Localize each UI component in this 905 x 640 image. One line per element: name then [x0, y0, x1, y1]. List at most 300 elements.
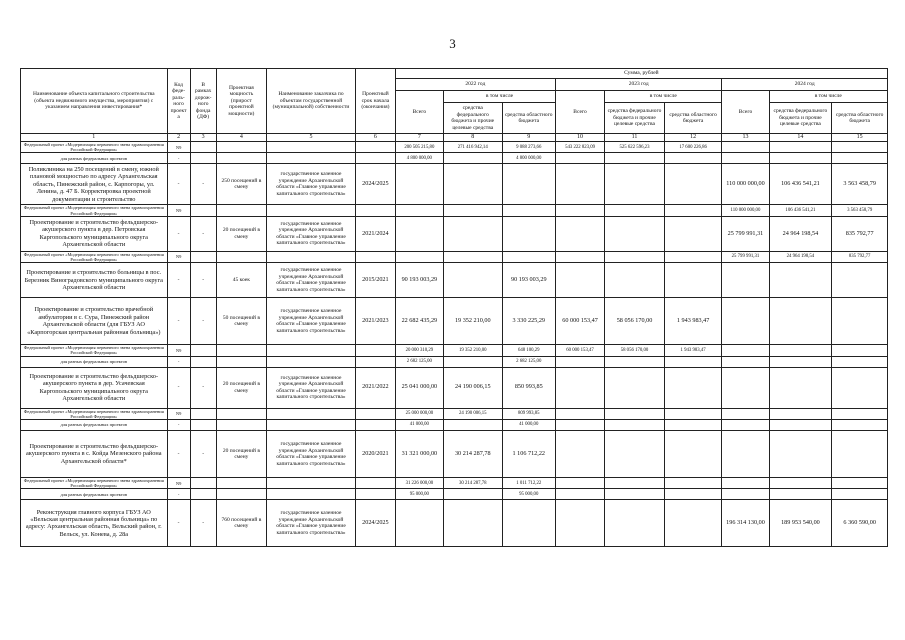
info-cell [356, 478, 396, 489]
amount-cell: 22 682 435,29 [395, 298, 443, 345]
amount-cell [832, 489, 888, 500]
amount-cell [664, 251, 722, 262]
amount-cell [722, 356, 769, 367]
amount-cell [664, 500, 722, 547]
info-cell: - [167, 420, 190, 431]
header-year-2023: 2023 год [555, 79, 721, 91]
info-cell [267, 345, 356, 356]
investment-table [20, 68, 888, 547]
info-cell [356, 356, 396, 367]
header-incl-2022: в том числе [443, 91, 555, 103]
table-row [21, 263, 888, 298]
info-cell [356, 408, 396, 419]
info-cell [190, 420, 216, 431]
amount-cell [605, 216, 665, 251]
header-fed-2022: средства федерального бюджета и прочие целевые средства [443, 103, 502, 134]
amount-cell [769, 142, 832, 153]
amount-cell [769, 408, 832, 419]
amount-cell [443, 263, 502, 298]
info-cell: - [167, 367, 190, 408]
column-numbers-row [21, 134, 888, 142]
amount-cell [605, 153, 665, 164]
info-cell: 2020/2021 [356, 431, 396, 478]
info-cell: - [190, 216, 216, 251]
amount-cell [832, 408, 888, 419]
amount-cell [443, 153, 502, 164]
header-incl-2024: в том числе [769, 91, 887, 103]
amount-cell: 25 000 000,00 [395, 408, 443, 419]
amount-cell [605, 367, 665, 408]
amount-cell [722, 431, 769, 478]
amount-cell: 4 800 000,00 [502, 153, 555, 164]
amount-cell [555, 489, 604, 500]
info-cell [267, 142, 356, 153]
amount-cell: 525 622 596,23 [605, 142, 665, 153]
amount-cell: 835 792,77 [832, 251, 888, 262]
amount-cell [395, 500, 443, 547]
amount-cell [555, 500, 604, 547]
amount-cell [722, 478, 769, 489]
amount-cell: 95 000,00 [395, 489, 443, 500]
info-cell: государственное казенное учреждение Архангельской области «Главное управление капитального строительства» [267, 164, 356, 205]
info-cell: - [190, 367, 216, 408]
info-cell [356, 489, 396, 500]
column-number: 12 [664, 134, 722, 142]
amount-cell [555, 205, 604, 216]
table-subrow [21, 420, 888, 431]
amount-cell: 20 000 310,29 [395, 345, 443, 356]
amount-cell [664, 489, 722, 500]
info-cell: 45 коек [216, 263, 266, 298]
table-subrow [21, 489, 888, 500]
object-name-cell: Федеральный проект «Модернизация первичного звена здравоохранения Российской Федерации» [21, 251, 168, 262]
info-cell: государственное казенное учреждение Архангельской области «Главное управление капитального строительства» [267, 298, 356, 345]
object-name-cell: Проектирование и строительство фельдшерско-акушерского пункта в с. Койда Мезенского района Архангельской области* [21, 431, 168, 478]
table-row [21, 431, 888, 478]
info-cell: - [190, 431, 216, 478]
header-fed-2024: средства федерального бюджета и прочие целевые средства [769, 103, 832, 134]
amount-cell [832, 478, 888, 489]
header-obl-2022: средства областного бюджета [502, 103, 555, 134]
amount-cell [395, 205, 443, 216]
amount-cell [832, 420, 888, 431]
amount-cell: 31 226 000,00 [395, 478, 443, 489]
amount-cell: 2 682 125,00 [395, 356, 443, 367]
amount-cell [664, 356, 722, 367]
amount-cell: 25 041 000,00 [395, 367, 443, 408]
info-cell [267, 356, 356, 367]
column-number: 5 [267, 134, 356, 142]
header-total-2024: Всего [722, 91, 769, 134]
header-total-2022: Всего [395, 91, 443, 134]
info-cell [356, 142, 396, 153]
info-cell: N9 [167, 408, 190, 419]
amount-cell [664, 164, 722, 205]
column-number: 14 [769, 134, 832, 142]
amount-cell [769, 489, 832, 500]
table-subrow [21, 251, 888, 262]
header-year-2022: 2022 год [395, 79, 555, 91]
amount-cell: 60 000 153,47 [555, 345, 604, 356]
object-name-cell: для разных федеральных проектов [21, 356, 168, 367]
column-number: 2 [167, 134, 190, 142]
info-cell: N9 [167, 205, 190, 216]
info-cell [267, 251, 356, 262]
page-number: 3 [449, 36, 456, 51]
amount-cell: 58 056 170,00 [605, 298, 665, 345]
object-name-cell: Федеральный проект «Модернизация первичного звена здравоохранения Российской Федерации» [21, 478, 168, 489]
info-cell [216, 478, 266, 489]
header-capacity: Проектная мощность (прирост проектной мощности) [216, 69, 266, 134]
amount-cell: 271 416 942,14 [443, 142, 502, 153]
amount-cell: 3 563 458,79 [832, 164, 888, 205]
info-cell: - [167, 298, 190, 345]
object-name-cell: Проектирование и строительство фельдшерско-акушерского пункта в дер. Усачевская Каргопольского муниципального округа Архангельской области [21, 367, 168, 408]
amount-cell: 1 106 712,22 [502, 431, 555, 478]
info-cell [190, 489, 216, 500]
amount-cell: 1 943 983,47 [664, 298, 722, 345]
info-cell: - [167, 500, 190, 547]
info-cell: - [167, 153, 190, 164]
amount-cell: 60 000 153,47 [555, 298, 604, 345]
amount-cell [443, 489, 502, 500]
amount-cell [832, 298, 888, 345]
info-cell [356, 251, 396, 262]
amount-cell [555, 478, 604, 489]
amount-cell: 3 563 458,79 [832, 205, 888, 216]
object-name-cell: для разных федеральных проектов [21, 420, 168, 431]
amount-cell [722, 420, 769, 431]
amount-cell [395, 251, 443, 262]
amount-cell [769, 263, 832, 298]
amount-cell: 24 964 198,54 [769, 216, 832, 251]
amount-cell: 3 330 225,29 [502, 298, 555, 345]
amount-cell: 24 190 006,15 [443, 408, 502, 419]
table-subrow [21, 408, 888, 419]
amount-cell [722, 408, 769, 419]
info-cell [190, 478, 216, 489]
amount-cell [664, 263, 722, 298]
amount-cell [722, 489, 769, 500]
amount-cell [555, 263, 604, 298]
amount-cell [443, 251, 502, 262]
amount-cell [722, 142, 769, 153]
info-cell [190, 356, 216, 367]
object-name-cell: Федеральный проект «Модернизация первичного звена здравоохранения Российской Федерации» [21, 205, 168, 216]
amount-cell [832, 431, 888, 478]
info-cell [356, 153, 396, 164]
info-cell: - [190, 263, 216, 298]
object-name-cell: Федеральный проект «Модернизация первичного звена здравоохранения Российской Федерации» [21, 345, 168, 356]
amount-cell: 24 964 198,54 [769, 251, 832, 262]
header-project-code: Код феде-раль-ного проекта [167, 69, 190, 134]
amount-cell: 19 352 210,00 [443, 345, 502, 356]
amount-cell [605, 489, 665, 500]
info-cell [190, 408, 216, 419]
table-subrow [21, 205, 888, 216]
amount-cell [555, 431, 604, 478]
info-cell [356, 420, 396, 431]
amount-cell [605, 356, 665, 367]
amount-cell [664, 367, 722, 408]
header-year-2024: 2024 год [722, 79, 888, 91]
amount-cell [555, 420, 604, 431]
amount-cell [722, 345, 769, 356]
table-subrow [21, 153, 888, 164]
column-number: 3 [190, 134, 216, 142]
object-name-cell: Федеральный проект «Модернизация первичного звена здравоохранения Российской Федерации» [21, 408, 168, 419]
amount-cell: 200 505 215,80 [395, 142, 443, 153]
column-number: 1 [21, 134, 168, 142]
amount-cell: 24 190 006,15 [443, 367, 502, 408]
amount-cell: 835 792,77 [832, 216, 888, 251]
object-name-cell: для разных федеральных проектов [21, 153, 168, 164]
amount-cell: 30 214 287,78 [443, 478, 502, 489]
amount-cell [769, 298, 832, 345]
info-cell: государственное казенное учреждение Архангельской области «Главное управление капитального строительства» [267, 500, 356, 547]
header-total-2023: Всего [555, 91, 604, 134]
amount-cell [443, 420, 502, 431]
table-row [21, 367, 888, 408]
amount-cell: 196 314 130,00 [722, 500, 769, 547]
header-road-fund: В рамках дорож-ного фонда (ДФ) [190, 69, 216, 134]
amount-cell [605, 420, 665, 431]
amount-cell: 850 993,85 [502, 367, 555, 408]
info-cell [356, 205, 396, 216]
info-cell: - [167, 489, 190, 500]
info-cell [216, 205, 266, 216]
amount-cell [443, 205, 502, 216]
amount-cell [722, 367, 769, 408]
amount-cell: 809 993,85 [502, 408, 555, 419]
amount-cell [555, 164, 604, 205]
info-cell [190, 345, 216, 356]
amount-cell: 4 800 000,00 [395, 153, 443, 164]
amount-cell [605, 478, 665, 489]
amount-cell [555, 367, 604, 408]
amount-cell [395, 216, 443, 251]
info-cell [216, 345, 266, 356]
info-cell [216, 489, 266, 500]
amount-cell [722, 153, 769, 164]
amount-cell: 41 000,00 [502, 420, 555, 431]
amount-cell [605, 205, 665, 216]
table-subrow [21, 142, 888, 153]
info-cell: N9 [167, 251, 190, 262]
amount-cell: 30 214 287,78 [443, 431, 502, 478]
amount-cell: 17 600 226,86 [664, 142, 722, 153]
amount-cell [555, 356, 604, 367]
amount-cell: 9 088 273,66 [502, 142, 555, 153]
amount-cell [502, 216, 555, 251]
header-obl-2023: средства областного бюджета [664, 103, 722, 134]
info-cell: - [167, 431, 190, 478]
column-number: 11 [605, 134, 665, 142]
header-incl-2023: в том числе [605, 91, 722, 103]
info-cell: 20 посещений в смену [216, 367, 266, 408]
amount-cell: 19 352 210,00 [443, 298, 502, 345]
info-cell: - [167, 356, 190, 367]
amount-cell [769, 478, 832, 489]
info-cell: - [190, 298, 216, 345]
column-number: 6 [356, 134, 396, 142]
amount-cell [443, 216, 502, 251]
amount-cell: 41 000,00 [395, 420, 443, 431]
amount-cell: 648 100,29 [502, 345, 555, 356]
info-cell [216, 356, 266, 367]
amount-cell [605, 431, 665, 478]
header-sum: Сумма, рублей [395, 69, 887, 79]
info-cell: - [167, 216, 190, 251]
column-number: 15 [832, 134, 888, 142]
amount-cell: 106 436 541,21 [769, 205, 832, 216]
amount-cell: 95 000,00 [502, 489, 555, 500]
info-cell [190, 205, 216, 216]
info-cell: - [190, 164, 216, 205]
object-name-cell: Поликлиника на 250 посещений в смену, южной плановой мощностью по адресу Архангельская область, Пинежский район, с. Карпогоры, ул. Ленина, д. 47 Б. Корректировка проектной документации и строительство [21, 164, 168, 205]
info-cell: государственное казенное учреждение Архангельской области «Главное управление капитального строительства» [267, 263, 356, 298]
table-subrow [21, 478, 888, 489]
amount-cell [769, 367, 832, 408]
object-name-cell: Федеральный проект «Модернизация первичного звена здравоохранения Российской Федерации» [21, 142, 168, 153]
column-number: 4 [216, 134, 266, 142]
info-cell [190, 153, 216, 164]
amount-cell: 90 193 003,29 [502, 263, 555, 298]
amount-cell [443, 356, 502, 367]
amount-cell [555, 153, 604, 164]
amount-cell [664, 216, 722, 251]
amount-cell [605, 500, 665, 547]
amount-cell [555, 251, 604, 262]
header-fed-2023: средства федерального бюджета и прочие целевые средства [605, 103, 665, 134]
amount-cell: 106 436 541,21 [769, 164, 832, 205]
amount-cell [832, 345, 888, 356]
column-number: 13 [722, 134, 769, 142]
info-cell [267, 205, 356, 216]
amount-cell [832, 367, 888, 408]
amount-cell: 2 682 125,00 [502, 356, 555, 367]
table-subrow [21, 356, 888, 367]
info-cell [356, 345, 396, 356]
info-cell [216, 408, 266, 419]
amount-cell: 543 222 823,09 [555, 142, 604, 153]
amount-cell [769, 345, 832, 356]
object-name-cell: для разных федеральных проектов [21, 489, 168, 500]
info-cell: государственное казенное учреждение Архангельской области «Главное управление капитального строительства» [267, 216, 356, 251]
amount-cell [555, 216, 604, 251]
header-object-name: Наименование объекта капитального строительства (объекта недвижимого имущества, мероприятия) с указанием направления инвестирования* [21, 69, 168, 134]
info-cell: 2015/2021 [356, 263, 396, 298]
info-cell: N9 [167, 142, 190, 153]
amount-cell [664, 431, 722, 478]
amount-cell [664, 205, 722, 216]
info-cell: N9 [167, 478, 190, 489]
column-number: 7 [395, 134, 443, 142]
amount-cell [769, 153, 832, 164]
amount-cell: 90 193 003,29 [395, 263, 443, 298]
amount-cell [722, 298, 769, 345]
info-cell: - [167, 164, 190, 205]
header-obl-2024: средства областного бюджета [832, 103, 888, 134]
info-cell: 2021/2023 [356, 298, 396, 345]
info-cell [267, 489, 356, 500]
amount-cell [443, 500, 502, 547]
info-cell: - [190, 500, 216, 547]
info-cell [216, 142, 266, 153]
amount-cell: 1 943 983,47 [664, 345, 722, 356]
amount-cell [502, 251, 555, 262]
info-cell [267, 153, 356, 164]
info-cell: 2024/2025 [356, 500, 396, 547]
amount-cell [605, 263, 665, 298]
amount-cell [769, 431, 832, 478]
amount-cell: 25 799 991,31 [722, 251, 769, 262]
amount-cell [664, 153, 722, 164]
info-cell [216, 153, 266, 164]
amount-cell [722, 263, 769, 298]
header-customer: Наименование заказчика по объектам государственной (муниципальной) собственности [267, 69, 356, 134]
amount-cell [832, 153, 888, 164]
table-row [21, 298, 888, 345]
info-cell [267, 420, 356, 431]
amount-cell [832, 263, 888, 298]
info-cell [190, 251, 216, 262]
amount-cell: 25 799 991,31 [722, 216, 769, 251]
header-term: Проектный срок начала (окончания) [356, 69, 396, 134]
object-name-cell: Реконструкция главного корпуса ГБУЗ АО «Вельская центральная районная больница» по адресу: Архангельская область, Вельский район, г. Вельск, ул. Конева, д. 28а [21, 500, 168, 547]
amount-cell [664, 478, 722, 489]
column-number: 8 [443, 134, 502, 142]
info-cell [267, 408, 356, 419]
object-name-cell: Проектирование и строительство фельдшерско-акушерского пункта в дер. Петровская Каргопольского муниципального округа Архангельской области [21, 216, 168, 251]
info-cell: 20 посещений в смену [216, 431, 266, 478]
column-number: 9 [502, 134, 555, 142]
amount-cell [832, 142, 888, 153]
info-cell: 2021/2024 [356, 216, 396, 251]
info-cell: 20 посещений в смену [216, 216, 266, 251]
amount-cell [769, 420, 832, 431]
object-name-cell: Проектирование и строительство больницы в пос. Березник Виноградовского муниципального округа Архангельской области [21, 263, 168, 298]
info-cell [216, 420, 266, 431]
amount-cell [605, 164, 665, 205]
table-row [21, 216, 888, 251]
info-cell [267, 478, 356, 489]
info-cell: 2024/2025 [356, 164, 396, 205]
amount-cell [605, 251, 665, 262]
amount-cell [769, 356, 832, 367]
amount-cell [395, 164, 443, 205]
amount-cell: 110 000 000,00 [722, 205, 769, 216]
amount-cell: 31 321 000,00 [395, 431, 443, 478]
amount-cell [664, 408, 722, 419]
info-cell: 760 посещений в смену [216, 500, 266, 547]
info-cell: 2021/2022 [356, 367, 396, 408]
column-number: 10 [555, 134, 604, 142]
info-cell: государственное казенное учреждение Архангельской области «Главное управление капитального строительства» [267, 367, 356, 408]
info-cell: государственное казенное учреждение Архангельской области «Главное управление капитального строительства» [267, 431, 356, 478]
amount-cell [502, 164, 555, 205]
amount-cell: 1 011 712,22 [502, 478, 555, 489]
amount-cell: 189 953 540,00 [769, 500, 832, 547]
table-subrow [21, 345, 888, 356]
info-cell [190, 142, 216, 153]
info-cell: 250 посещений в смену [216, 164, 266, 205]
table-row [21, 500, 888, 547]
amount-cell: 6 360 590,00 [832, 500, 888, 547]
info-cell: 50 посещений в смену [216, 298, 266, 345]
amount-cell: 58 056 170,00 [605, 345, 665, 356]
info-cell: - [167, 263, 190, 298]
